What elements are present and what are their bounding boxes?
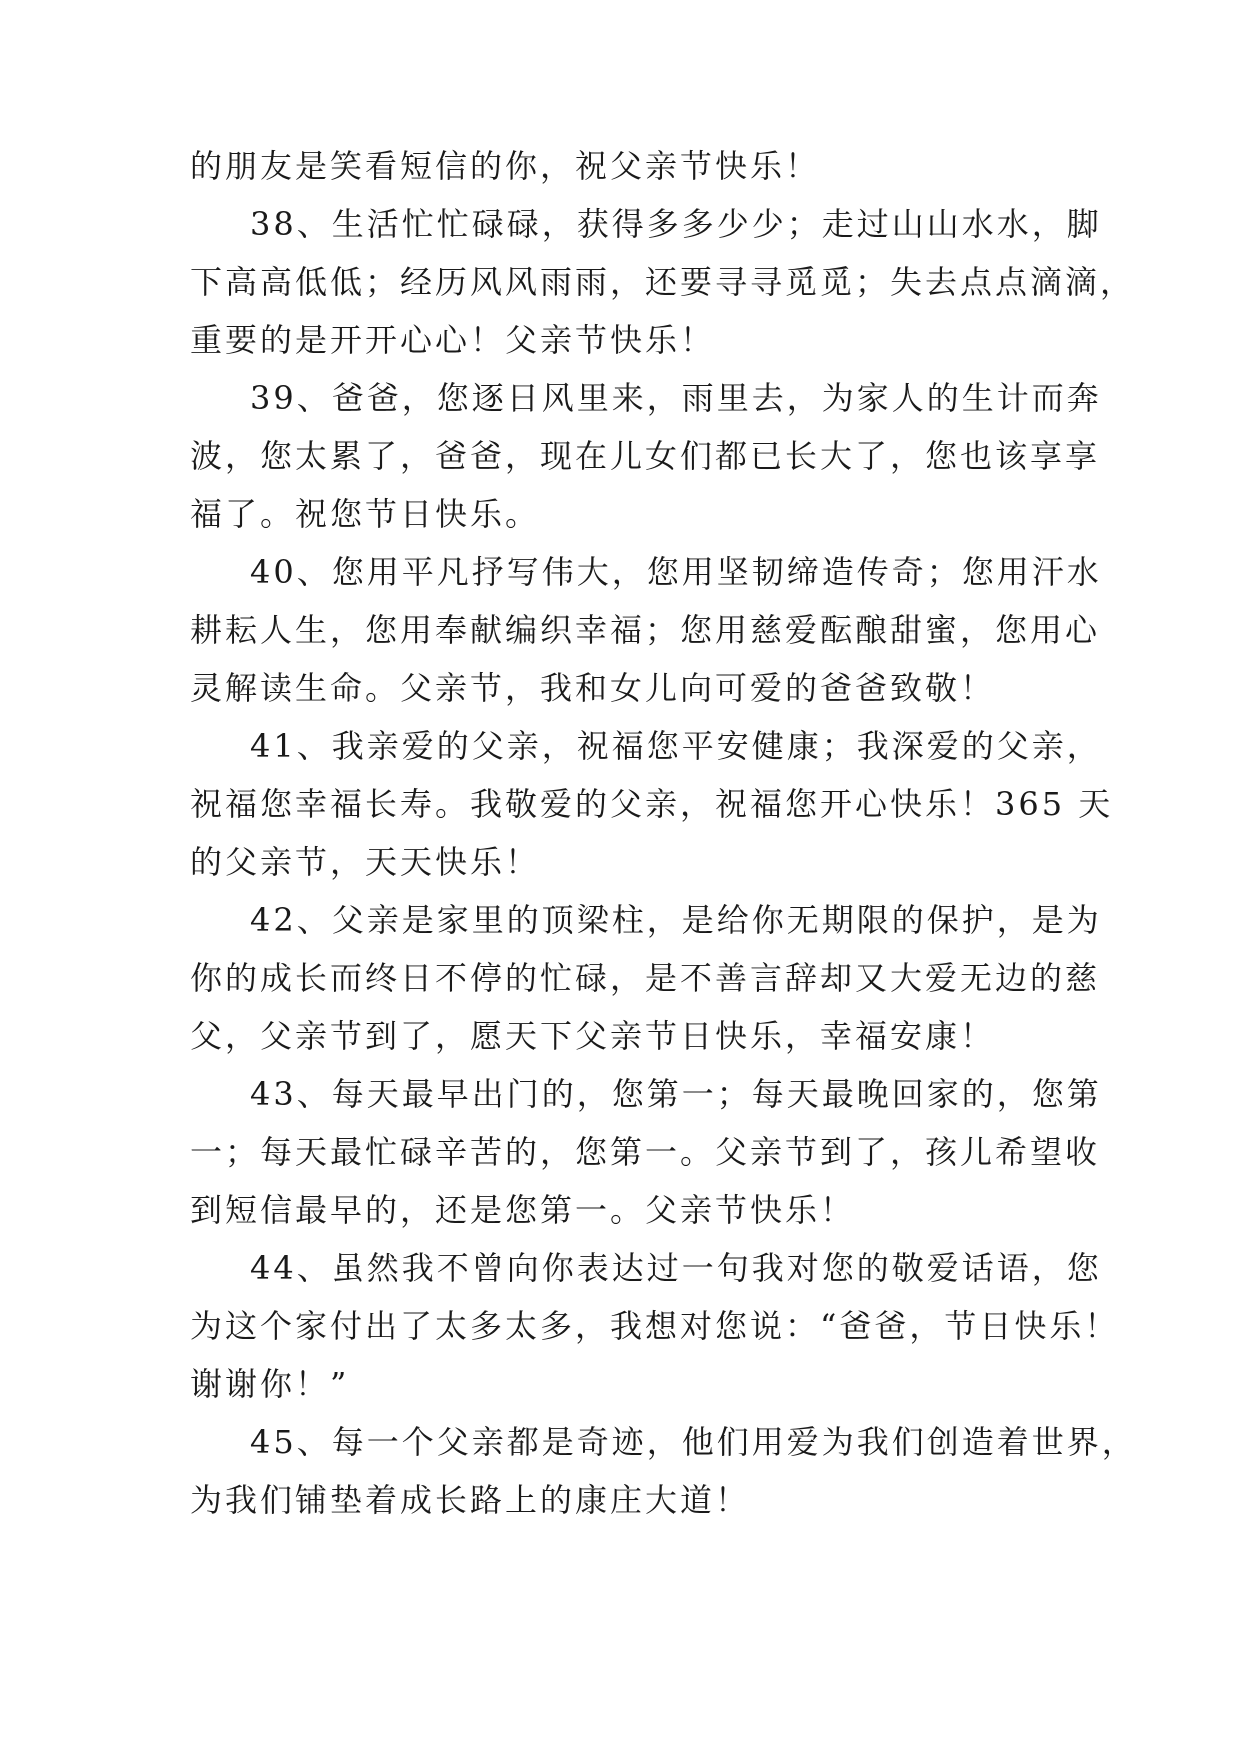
text-line: 一；每天最忙碌辛苦的，您第一。父亲节到了，孩儿希望收 [190, 1133, 1101, 1171]
text-line: 父，父亲节到了，愿天下父亲节日快乐，幸福安康！ [190, 1017, 996, 1055]
text-line: 为我们铺垫着成长路上的康庄大道！ [190, 1481, 751, 1519]
text-line: 42、父亲是家里的顶梁柱，是给你无期限的保护，是为 [250, 901, 1102, 939]
text-line: 的父亲节，天天快乐！ [190, 843, 541, 881]
text-line: 45、每一个父亲都是奇迹，他们用爱为我们创造着世界， [250, 1423, 1137, 1461]
text-line: 为这个家付出了太多太多，我想对您说：“爸爸，节日快乐！ [190, 1307, 1120, 1345]
text-line: 耕耘人生，您用奉献编织幸福；您用慈爱酝酿甜蜜，您用心 [190, 611, 1101, 649]
text-line: 38、生活忙忙碌碌，获得多多少少；走过山山水水，脚 [250, 205, 1102, 243]
text-line: 重要的是开开心心！父亲节快乐！ [190, 321, 716, 359]
text-line: 祝福您幸福长寿。我敬爱的父亲，祝福您开心快乐！365 天 [190, 785, 1114, 823]
text-line: 你的成长而终日不停的忙碌，是不善言辞却又大爱无边的慈 [190, 959, 1101, 997]
text-line: 43、每天最早出门的，您第一；每天最晚回家的，您第 [250, 1075, 1102, 1113]
text-line: 下高高低低；经历风风雨雨，还要寻寻觅觅；失去点点滴滴， [190, 263, 1136, 301]
text-line: 波，您太累了，爸爸，现在儿女们都已长大了，您也该享享 [190, 437, 1101, 475]
text-line: 41、我亲爱的父亲，祝福您平安健康；我深爱的父亲， [250, 727, 1102, 765]
text-line: 谢谢你！” [190, 1365, 350, 1403]
text-line: 的朋友是笑看短信的你，祝父亲节快乐！ [190, 147, 821, 185]
text-line: 到短信最早的，还是您第一。父亲节快乐！ [190, 1191, 856, 1229]
text-line: 灵解读生命。父亲节，我和女儿向可爱的爸爸致敬！ [190, 669, 996, 707]
text-line: 40、您用平凡抒写伟大，您用坚韧缔造传奇；您用汗水 [250, 553, 1102, 591]
text-line: 福了。祝您节日快乐。 [190, 495, 541, 533]
text-line: 44、虽然我不曾向你表达过一句我对您的敬爱话语，您 [250, 1249, 1102, 1287]
text-line: 39、爸爸，您逐日风里来，雨里去，为家人的生计而奔 [250, 379, 1102, 417]
